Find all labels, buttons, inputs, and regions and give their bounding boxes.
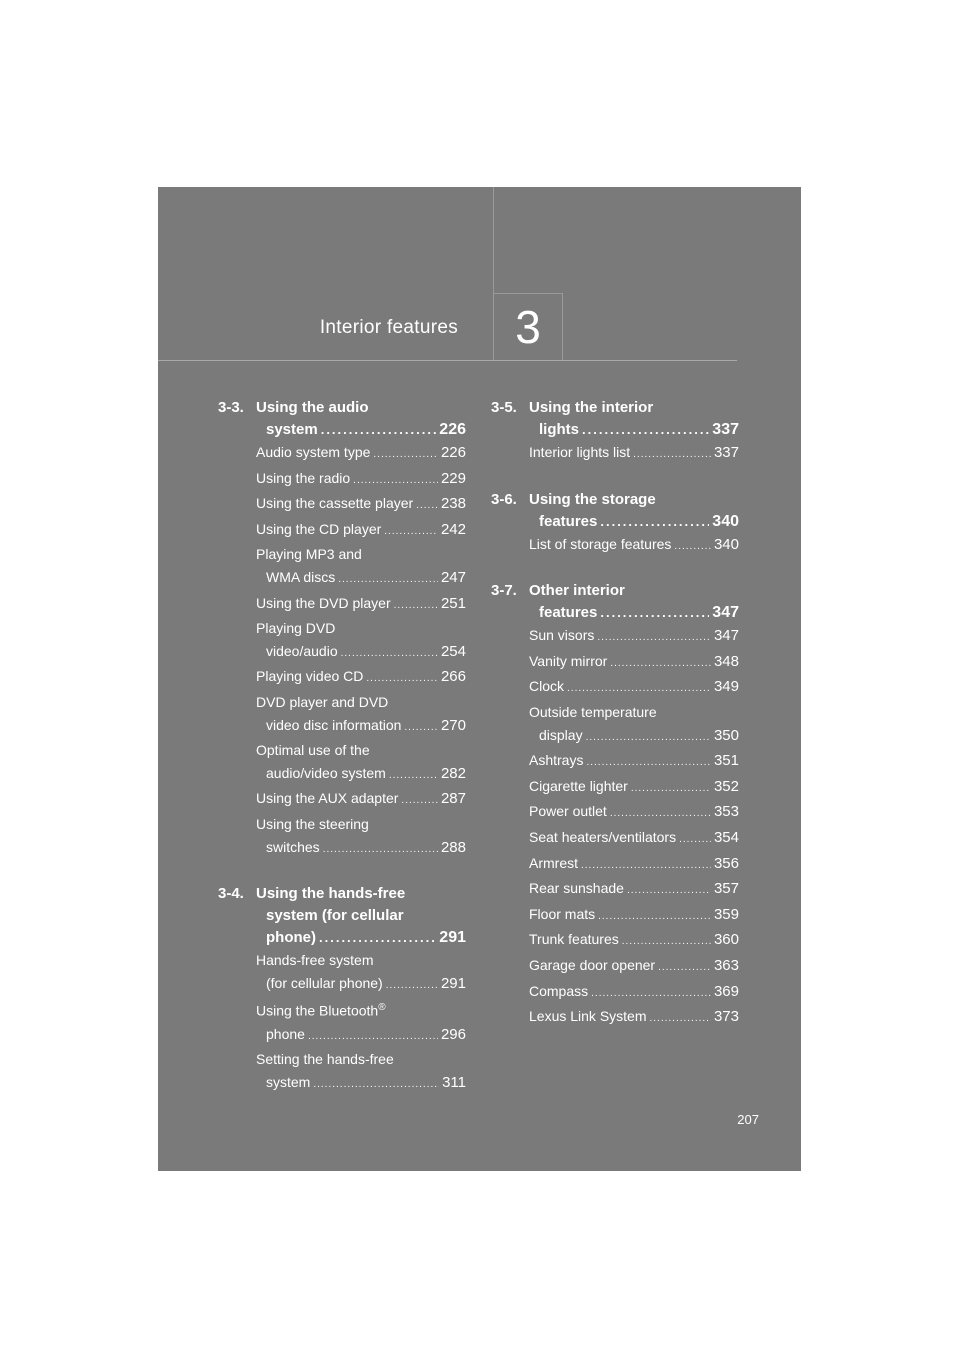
entry-last-line [529, 826, 739, 852]
entry-last-line [256, 640, 466, 666]
entry-title: Vanity mirror [529, 652, 608, 669]
toc-entry[interactable] [218, 949, 466, 997]
entry-title: display [539, 726, 583, 743]
entry-title: List of storage features [529, 535, 672, 552]
toc-entry[interactable] [218, 543, 466, 591]
toc-entry[interactable] [491, 441, 739, 467]
leader-dots [389, 765, 438, 788]
toc-entry[interactable] [491, 954, 739, 980]
entry-title: Using the DVD player [256, 594, 391, 611]
entry-last-line [256, 762, 466, 788]
entry-title: system [266, 1073, 311, 1090]
leader-dots [600, 511, 709, 533]
section-title-end: phone) [266, 929, 316, 947]
leader-dots [610, 653, 711, 676]
section-page: 226 [439, 421, 466, 438]
section-page: 291 [439, 929, 466, 947]
entry-last-line [529, 533, 739, 559]
entry-page: 226 [440, 444, 466, 461]
entry-title-line: Playing DVD [256, 620, 336, 637]
registered-mark: ® [378, 1002, 386, 1014]
entry-title: Compass [529, 982, 589, 999]
leader-dots [323, 839, 438, 862]
toc-entry[interactable] [218, 691, 466, 739]
entry-page: 296 [440, 1025, 466, 1043]
entry-last-line [256, 836, 466, 862]
entry-last-line [529, 928, 739, 954]
entry-last-line [529, 877, 739, 903]
toc-entry[interactable] [491, 877, 739, 903]
entry-page: 352 [713, 777, 739, 795]
section-page: 347 [712, 604, 739, 622]
toc-entry[interactable] [218, 467, 466, 493]
entry-page: 288 [440, 838, 466, 856]
entry-last-line [529, 675, 739, 701]
leader-dots [586, 752, 711, 775]
entry-title: Audio system type [256, 444, 371, 460]
leader-dots [633, 444, 711, 467]
entry-last-line [529, 749, 739, 775]
entry-title: Power outlet [529, 803, 607, 820]
entry-page: 369 [713, 982, 739, 1000]
entry-title-line: Using the Bluetooth® [256, 1002, 386, 1019]
toc-right-column [491, 397, 739, 1053]
entry-title: Rear sunshade [529, 880, 624, 897]
leader-dots [622, 931, 711, 954]
entry-last-line [256, 441, 466, 467]
toc-entry[interactable] [491, 800, 739, 826]
toc-entry[interactable] [218, 592, 466, 618]
entry-last-line [256, 492, 466, 518]
toc-section [491, 397, 739, 467]
section-title: Using the audio [256, 399, 369, 416]
section-title-last-line[interactable] [491, 602, 739, 624]
toc-entry[interactable] [218, 1048, 466, 1096]
entry-page: 247 [440, 568, 466, 586]
content-panel [158, 187, 801, 1171]
toc-entry[interactable] [491, 980, 739, 1006]
entry-page: 311 [442, 1073, 466, 1091]
toc-section [491, 580, 739, 1031]
entry-title: Interior lights list [529, 444, 631, 460]
toc-entry[interactable] [491, 775, 739, 801]
section-number: 3-7. [491, 582, 517, 600]
entry-title-line: Optimal use of the [256, 742, 370, 759]
toc-entry[interactable] [218, 739, 466, 787]
entry-title-line: Hands-free system [256, 952, 374, 969]
toc-entry[interactable] [491, 826, 739, 852]
entry-title: Lexus Link System [529, 1008, 647, 1025]
toc-entry[interactable] [491, 624, 739, 650]
entry-page: 363 [713, 956, 739, 974]
section-title-last-line[interactable] [491, 511, 739, 533]
entry-title: Using the radio [256, 469, 351, 486]
entry-last-line [256, 1023, 466, 1049]
entry-page: 349 [713, 678, 739, 696]
entry-page: 229 [440, 469, 466, 487]
section-heading[interactable] [491, 489, 739, 511]
entry-page: 360 [713, 931, 739, 949]
toc-entry[interactable] [218, 787, 466, 813]
leader-dots [591, 983, 711, 1006]
section-title-last-line[interactable] [218, 927, 466, 949]
section-number: 3-4. [218, 885, 244, 903]
entry-title: Seat heaters/ventilators [529, 828, 677, 845]
toc-entry[interactable] [491, 928, 739, 954]
leader-dots [321, 419, 437, 441]
leader-dots [366, 668, 438, 691]
leader-dots [313, 1074, 439, 1097]
entry-last-line [529, 650, 739, 676]
entry-last-line [529, 800, 739, 826]
section-number: 3-5. [491, 399, 517, 416]
entry-page: 350 [713, 726, 739, 744]
leader-dots [597, 627, 711, 650]
entry-last-line [529, 441, 739, 467]
toc-entry[interactable] [218, 441, 466, 467]
divider-horizontal [158, 360, 737, 361]
entry-title: phone [266, 1025, 305, 1042]
toc-entry[interactable] [491, 675, 739, 701]
leader-dots [674, 536, 711, 559]
entry-page: 347 [713, 627, 739, 645]
section-title-end: features [539, 604, 598, 622]
entry-last-line [256, 665, 466, 691]
section-number: 3-3. [218, 399, 244, 416]
entry-title: Sun visors [529, 627, 595, 644]
entry-last-line [529, 852, 739, 878]
section-title-last-line[interactable] [491, 419, 739, 441]
entry-title: Using the cassette player [256, 495, 414, 512]
leader-dots [394, 595, 438, 618]
entry-page: 354 [713, 828, 739, 846]
section-title-last-line[interactable] [218, 419, 466, 441]
entry-last-line [256, 467, 466, 493]
entry-title-line: Setting the hands-free [256, 1051, 394, 1068]
entry-page: 351 [713, 752, 739, 770]
leader-dots [341, 643, 438, 666]
entry-last-line [256, 1071, 466, 1097]
entry-title: Armrest [529, 854, 578, 871]
leader-dots [586, 727, 711, 750]
entry-last-line [256, 566, 466, 592]
entry-last-line [529, 980, 739, 1006]
entry-page: 291 [440, 974, 466, 992]
entry-page: 356 [713, 854, 739, 872]
entry-title: switches [266, 838, 320, 855]
toc-entry[interactable] [218, 813, 466, 861]
entry-page: 348 [713, 652, 739, 670]
entry-title-line: Using the steering [256, 815, 369, 832]
toc-entry[interactable] [491, 903, 739, 929]
entry-title-line: Playing MP3 and [256, 546, 362, 563]
entry-last-line [529, 1005, 739, 1031]
section-heading[interactable] [218, 397, 466, 419]
entry-last-line [256, 518, 466, 544]
section-heading[interactable] [218, 883, 466, 905]
entry-title: (for cellular phone) [266, 974, 383, 991]
entry-page: 251 [440, 594, 466, 612]
toc-entry[interactable] [491, 650, 739, 676]
toc-section [218, 883, 466, 1096]
section-title: Using the storage [529, 490, 656, 508]
entry-page: 340 [713, 535, 739, 553]
leader-dots [308, 1026, 438, 1049]
leader-dots [404, 717, 438, 740]
leader-dots [598, 906, 711, 929]
entry-page: 238 [440, 495, 466, 513]
leader-dots [600, 602, 709, 624]
toc-section [218, 397, 466, 861]
entry-last-line [529, 954, 739, 980]
chapter-number-box [493, 293, 563, 360]
chapter-title: Interior features [319, 317, 458, 338]
page-number: 207 [737, 1112, 759, 1127]
toc-section [491, 489, 739, 559]
entry-page: 287 [440, 790, 466, 808]
entry-last-line [256, 592, 466, 618]
leader-dots [567, 678, 711, 701]
entry-page: 270 [440, 716, 466, 734]
toc-entry[interactable] [491, 749, 739, 775]
entry-title-line: DVD player and DVD [256, 693, 389, 710]
section-heading[interactable] [491, 397, 739, 419]
leader-dots [373, 444, 438, 467]
leader-dots [658, 957, 711, 980]
entry-page: 282 [440, 764, 466, 782]
leader-dots [401, 790, 438, 813]
entry-title: Garage door opener [529, 956, 656, 973]
toc-entry[interactable] [218, 518, 466, 544]
entry-page: 373 [713, 1008, 739, 1026]
entry-title: video/audio [266, 642, 338, 659]
entry-title: Floor mats [529, 905, 596, 922]
entry-title: Using the AUX adapter [256, 790, 399, 807]
entry-title: video disc information [266, 716, 402, 733]
toc-entry[interactable] [491, 533, 739, 559]
section-number: 3-6. [491, 490, 517, 508]
section-page: 337 [712, 421, 739, 438]
leader-dots [353, 470, 438, 493]
entry-title: Cigarette lighter [529, 777, 628, 794]
toc-entry[interactable] [218, 997, 466, 1048]
entry-title: Trunk features [529, 931, 619, 948]
entry-title: Ashtrays [529, 752, 584, 769]
toc-entry[interactable] [491, 852, 739, 878]
section-title-end: features [539, 512, 598, 530]
entry-last-line [256, 787, 466, 813]
toc-entry[interactable] [218, 492, 466, 518]
toc-entry[interactable] [218, 665, 466, 691]
entry-page: 357 [713, 880, 739, 898]
leader-dots [582, 419, 709, 441]
entry-last-line [529, 724, 739, 750]
toc-entry[interactable] [491, 701, 739, 749]
leader-dots [610, 803, 711, 826]
entry-page: 254 [440, 642, 466, 660]
entry-page: 359 [713, 905, 739, 923]
leader-dots [679, 829, 711, 852]
entry-last-line [256, 972, 466, 998]
entry-page: 337 [713, 444, 739, 461]
entry-title-line: Outside temperature [529, 703, 657, 720]
leader-dots [386, 975, 438, 998]
leader-dots [650, 1008, 711, 1031]
entry-last-line [529, 624, 739, 650]
toc-left-column [218, 397, 466, 1118]
entry-title: Playing video CD [256, 668, 364, 685]
entry-title: Using the CD player [256, 520, 382, 537]
entry-page: 242 [440, 520, 466, 538]
leader-dots [384, 521, 438, 544]
entry-page: 266 [440, 668, 466, 686]
entry-title: Clock [529, 678, 565, 695]
chapter-number: 3 [515, 301, 541, 353]
leader-dots [416, 495, 438, 518]
leader-dots [338, 569, 438, 592]
divider-vertical [493, 187, 494, 293]
leader-dots [627, 880, 711, 903]
toc-entry[interactable] [218, 617, 466, 665]
leader-dots [319, 927, 436, 949]
section-title-continued: system (for cellular [266, 907, 404, 925]
entry-title: WMA discs [266, 568, 336, 585]
entry-page: 353 [713, 803, 739, 821]
entry-last-line [256, 714, 466, 740]
toc-entry[interactable] [491, 1005, 739, 1031]
leader-dots [581, 855, 711, 878]
section-title-end: system [266, 421, 318, 438]
entry-last-line [529, 775, 739, 801]
entry-title: audio/video system [266, 764, 386, 781]
section-heading[interactable] [491, 580, 739, 602]
section-title: Using the hands-free [256, 885, 406, 903]
section-title: Using the interior [529, 399, 654, 416]
entry-last-line [529, 903, 739, 929]
leader-dots [631, 778, 711, 801]
section-title-end: lights [539, 421, 579, 438]
section-page: 340 [712, 512, 739, 530]
section-title: Other interior [529, 582, 625, 600]
